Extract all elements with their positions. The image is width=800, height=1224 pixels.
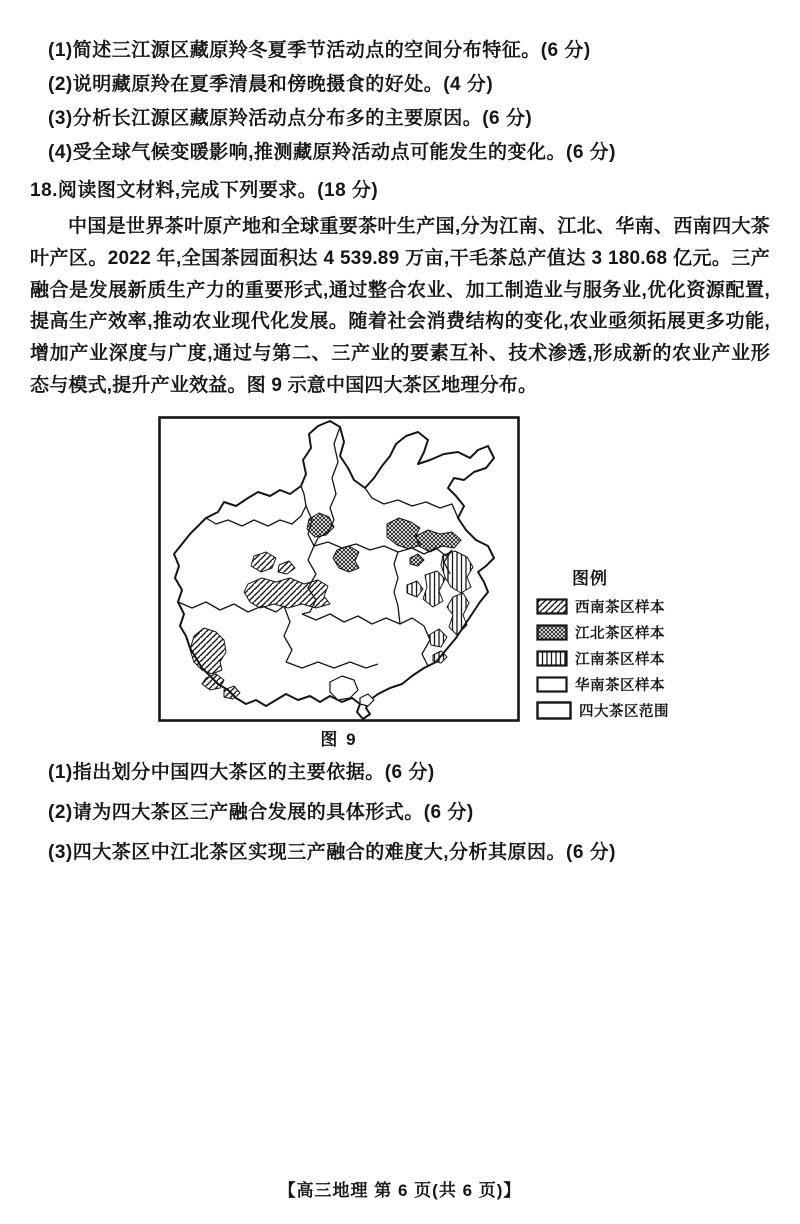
question-17-parts xyxy=(30,40,770,163)
legend-item-huanan xyxy=(536,674,669,695)
q18-heading: 18.阅读图文材料,完成下列要求。(18 分) xyxy=(30,180,379,201)
legend-label: 华南茶区样本 xyxy=(575,677,665,694)
crosshatch-swatch-icon xyxy=(536,624,568,641)
q18-part-2: (2)请为四大茶区三产融合发展的具体形式。(6 分) xyxy=(48,801,474,823)
legend-item-extent xyxy=(536,700,669,721)
legend-item-jiangnan xyxy=(536,648,669,669)
q18-part-3: (3)四大茶区中江北茶区实现三产融合的难度大,分析其原因。(6 分) xyxy=(48,841,617,863)
extent-outline-swatch-icon xyxy=(536,701,572,720)
q17-part-4: (4)受全球气候变暖影响,推测藏原羚活动点可能发生的变化。(6 分) xyxy=(48,142,617,163)
white-swatch-icon xyxy=(536,676,568,693)
page-footer: 【高三地理 第 6 页(共 6 页)】 xyxy=(278,1181,522,1200)
figure-caption: 图 9 xyxy=(320,729,358,749)
legend-item-jiangbei xyxy=(536,622,669,643)
tea-regions-map xyxy=(158,416,520,722)
map-legend xyxy=(536,564,669,726)
legend-title: 图例 xyxy=(572,568,608,588)
vertical-lines-swatch-icon xyxy=(536,650,568,667)
question-18-parts xyxy=(30,762,770,863)
q17-part-2: (2)说明藏原羚在夏季清晨和傍晚摄食的好处。(4 分) xyxy=(48,74,494,95)
figure-9 xyxy=(158,416,770,750)
q18-part-1: (1)指出划分中国四大茶区的主要依据。(6 分) xyxy=(48,761,435,783)
diagonal-hatch-swatch-icon xyxy=(536,598,568,615)
q17-part-1: (1)简述三江源区藏原羚冬夏季节活动点的空间分布特征。(6 分) xyxy=(48,40,591,61)
q18-intro-paragraph: 中国是世界茶叶原产地和全球重要茶叶生产国,分为江南、江北、华南、西南四大茶叶产区。2022 年,全国茶园面积达 4 539.89 万亩,干毛茶总产值达 3 180.68 亿元。三产融合是发展新质生产力的重要形式,通过整合农业、加工制造业与服务业,优化资源配置,提高生产效率,推动农业现代化发展。随着社会消费结构的变化,农业亟须拓展更多功能,增加产业深度与广度,通过与第二、三产业的要素互补、技术渗透,形成新的农业产业形态与模式,提升产业效益。图 9 示意中国四大茶区地理分布。 xyxy=(30,216,770,396)
legend-label: 江北茶区样本 xyxy=(575,625,665,642)
map-column xyxy=(158,416,520,750)
legend-label: 西南茶区样本 xyxy=(575,599,665,616)
q17-part-3: (3)分析长江源区藏原羚活动点分布多的主要原因。(6 分) xyxy=(48,108,533,129)
question-18 xyxy=(30,180,770,863)
legend-item-southwest xyxy=(536,596,669,617)
legend-label: 江南茶区样本 xyxy=(575,651,665,668)
legend-label: 四大茶区范围 xyxy=(579,703,669,720)
